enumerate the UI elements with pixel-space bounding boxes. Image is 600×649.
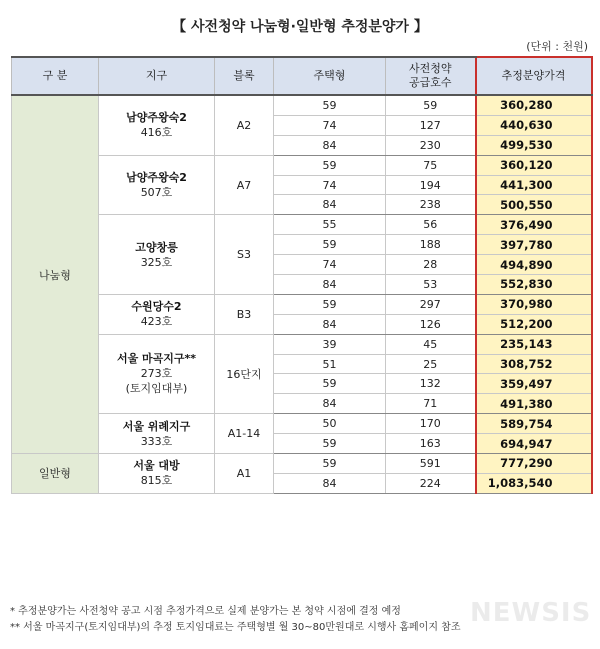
housing-type-cell: 59 — [274, 235, 386, 255]
category-cell: 나눔형 — [12, 95, 99, 454]
table-row — [12, 155, 592, 175]
supply-cell: 591 — [386, 454, 476, 474]
supply-cell: 170 — [386, 414, 476, 434]
header-block: 블록 — [215, 57, 274, 95]
block-cell: A1-14 — [215, 414, 274, 454]
supply-cell: 194 — [386, 175, 476, 195]
housing-type-cell: 84 — [274, 314, 386, 334]
price-cell: 694,947 — [476, 434, 592, 454]
price-cell: 360,280 — [476, 95, 592, 115]
table-row — [12, 454, 592, 474]
district-units: 333호 — [140, 434, 173, 448]
supply-cell: 238 — [386, 195, 476, 215]
district-cell — [99, 294, 215, 334]
district-cell — [99, 155, 215, 215]
district-units: 507호 — [140, 186, 173, 199]
district-name: 서울 대방 — [133, 459, 180, 473]
supply-cell: 230 — [386, 135, 476, 155]
housing-type-cell: 59 — [274, 155, 386, 175]
housing-type-cell: 50 — [274, 414, 386, 434]
supply-cell: 127 — [386, 115, 476, 135]
housing-type-cell: 84 — [274, 473, 386, 493]
price-cell: 397,780 — [476, 235, 592, 255]
district-cell — [99, 95, 215, 155]
unit-label: (단위 : 천원) — [526, 40, 588, 53]
supply-cell: 224 — [386, 473, 476, 493]
housing-type-cell: 84 — [274, 195, 386, 215]
district-units: 325호 — [140, 255, 173, 269]
watermark-logo: NEWSIS — [470, 598, 592, 628]
housing-type-cell: 51 — [274, 354, 386, 374]
price-cell: 440,630 — [476, 115, 592, 135]
price-cell: 500,550 — [476, 195, 592, 215]
housing-type-cell: 84 — [274, 275, 386, 295]
price-cell: 494,890 — [476, 255, 592, 275]
price-cell: 308,752 — [476, 354, 592, 374]
table-row — [12, 215, 592, 235]
price-cell: 512,200 — [476, 314, 592, 334]
district-units: 815호 — [140, 474, 173, 488]
housing-type-cell: 55 — [274, 215, 386, 235]
header-supply: 사전청약 공급호수 — [386, 57, 476, 95]
district-cell — [99, 414, 215, 454]
category-cell: 일반형 — [12, 454, 99, 494]
block-cell: A7 — [215, 155, 274, 215]
district-units: 273호 — [140, 367, 173, 381]
district-extra: (토지임대부) — [125, 382, 188, 396]
price-cell: 360,120 — [476, 155, 592, 175]
price-cell: 552,830 — [476, 275, 592, 295]
district-cell — [99, 454, 215, 494]
price-cell: 491,380 — [476, 394, 592, 414]
table-title: 【 사전청약 나눔형·일반형 추정분양가 】 — [172, 19, 428, 35]
district-name: 남양주왕숙2 — [126, 171, 187, 184]
header-row — [12, 57, 592, 95]
header-district: 지구 — [99, 57, 215, 95]
housing-type-cell: 74 — [274, 255, 386, 275]
district-name: 서울 위례지구 — [122, 419, 191, 433]
table-row — [12, 95, 592, 115]
housing-type-cell: 59 — [274, 374, 386, 394]
price-cell: 359,497 — [476, 374, 592, 394]
housing-type-cell: 74 — [274, 175, 386, 195]
district-name: 고양창릉 — [135, 240, 178, 254]
supply-cell: 126 — [386, 314, 476, 334]
district-name: 서울 마곡지구** — [116, 352, 197, 366]
housing-type-cell: 59 — [274, 95, 386, 115]
footnote-2: ** 서울 마곡지구(토지임대부)의 추정 토지임대료는 주택형별 월 30~80만원대로 시행사 홈페이지 참조 — [10, 622, 461, 633]
table-row — [12, 414, 592, 434]
supply-cell: 163 — [386, 434, 476, 454]
price-cell: 589,754 — [476, 414, 592, 434]
supply-cell: 297 — [386, 294, 476, 314]
supply-cell: 188 — [386, 235, 476, 255]
supply-cell: 28 — [386, 255, 476, 275]
header-category: 구 분 — [12, 57, 99, 95]
table-body — [12, 95, 592, 493]
supply-cell: 75 — [386, 155, 476, 175]
housing-type-cell: 59 — [274, 294, 386, 314]
block-cell: A2 — [215, 95, 274, 155]
district-cell — [99, 334, 215, 414]
block-cell: S3 — [215, 215, 274, 295]
housing-type-cell: 84 — [274, 135, 386, 155]
block-cell: B3 — [215, 294, 274, 334]
block-cell: A1 — [215, 454, 274, 494]
supply-cell: 53 — [386, 275, 476, 295]
housing-type-cell: 59 — [274, 454, 386, 474]
footnote-1: * 추정분양가는 사전청약 공고 시점 추정가격으로 실제 분양가는 본 청약 시점에 결정 예정 — [10, 606, 401, 617]
housing-type-cell: 84 — [274, 394, 386, 414]
supply-cell: 56 — [386, 215, 476, 235]
supply-cell: 59 — [386, 95, 476, 115]
block-cell: 16단지 — [215, 334, 274, 414]
housing-type-cell: 39 — [274, 334, 386, 354]
price-cell: 370,980 — [476, 294, 592, 314]
district-name: 남양주왕숙2 — [126, 111, 187, 125]
supply-cell: 25 — [386, 354, 476, 374]
table-row — [12, 294, 592, 314]
price-cell: 235,143 — [476, 334, 592, 354]
header-housing-type: 주택형 — [274, 57, 386, 95]
price-table — [11, 56, 593, 494]
price-cell: 376,490 — [476, 215, 592, 235]
district-name: 수원당수2 — [131, 300, 182, 314]
price-cell: 1,083,540 — [476, 473, 592, 493]
housing-type-cell: 59 — [274, 434, 386, 454]
supply-cell: 132 — [386, 374, 476, 394]
district-units: 416호 — [140, 126, 173, 140]
supply-cell: 45 — [386, 334, 476, 354]
price-cell: 441,300 — [476, 175, 592, 195]
district-cell — [99, 215, 215, 295]
supply-cell: 71 — [386, 394, 476, 414]
housing-type-cell: 74 — [274, 115, 386, 135]
price-cell: 777,290 — [476, 454, 592, 474]
table-row — [12, 334, 592, 354]
district-units: 423호 — [140, 315, 173, 329]
header-price: 추정분양가격 — [476, 57, 592, 95]
price-cell: 499,530 — [476, 135, 592, 155]
